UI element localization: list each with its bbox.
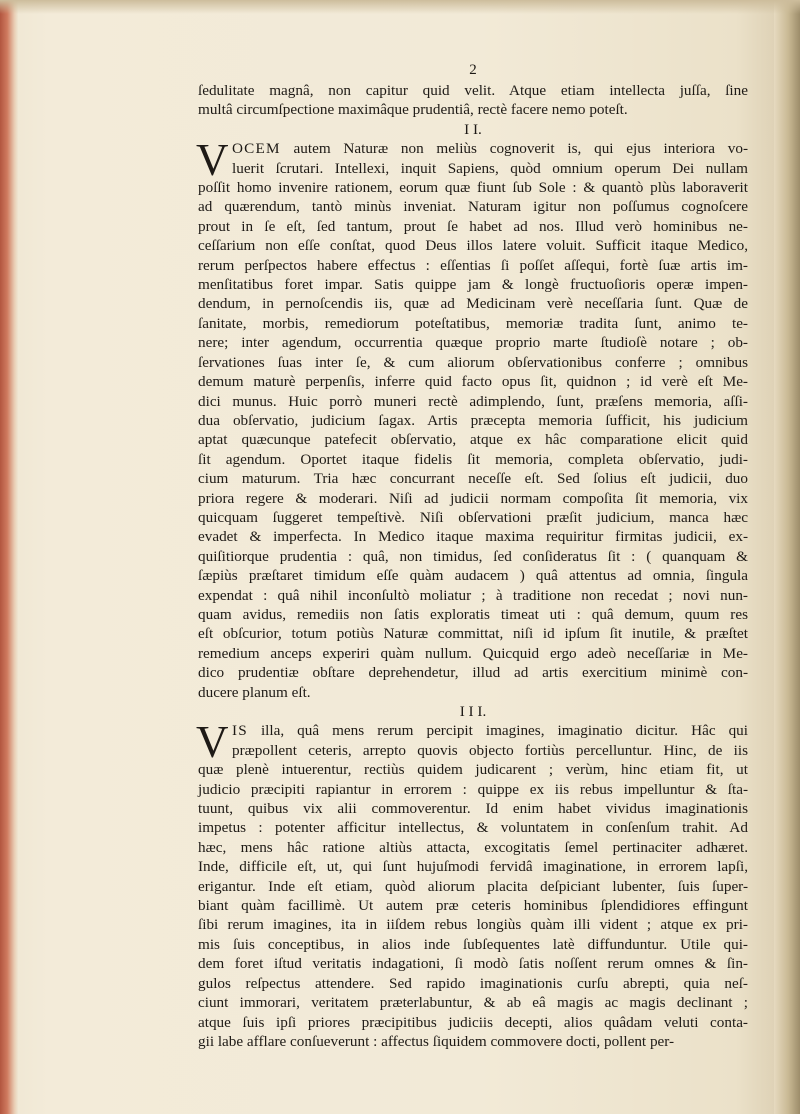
text-line: hæc, mens hâc ratione altiùs attacta, excogitatis ſemel pertinaciter adhæret.: [198, 838, 748, 856]
drop-cap: V: [196, 717, 229, 768]
text-line: eſt obſcurior, totum potiùs Naturæ committat, niſi id ipſum ſit inutile, & præſtet: [198, 625, 748, 643]
text-line: quicquam ſuggeret tempeſtivè. Niſi obſervationi præſit judicium, manca hæc: [198, 508, 748, 526]
text-line: impetus : potenter afficitur intellectus, & voluntatem in conſenſum trahit. Ad: [198, 819, 748, 837]
drop-cap: V: [196, 135, 229, 186]
text-line: priora regere & moderari. Niſi ad judicii normam compoſita ſit memoria, vix: [198, 489, 748, 507]
text-line: expendat : quâ nihil inconſultò moliatur ; à traditione non recedat ; novi nun-: [198, 586, 748, 604]
text-line: præpollent ceteris, arrepto quovis objecto fortiùs percelluntur. Hinc, de iis: [232, 741, 748, 759]
section-numeral-3: I I I.: [459, 703, 487, 720]
section-3-paragraph: [196, 717, 748, 1051]
text-line: ad quærendum, tantò minùs inveniat. Naturam igitur non poſſumus cognoſcere: [198, 198, 748, 216]
page-gutter-shadow: [774, 0, 800, 1114]
text-line: menſitatibus foret impar. Satis quippe jam & longè fructuoſioris operæ impen-: [198, 276, 748, 294]
text-line: dico prudentiæ obſtare deprehendetur, illud ad artis exercitium minimè con-: [198, 664, 748, 682]
text-line: luerit ſcrutari. Intellexi, inquit Sapiens, quòd omnium operum Dei nullam: [232, 159, 748, 177]
text-line: biant quàm facillimè. Ut autem præ ceteris hominibus ſplendidiores effingunt: [198, 897, 748, 915]
text-line: ſanitate, morbis, remediorum poteſtatibus, memoriæ tradita ſunt, animo te-: [198, 314, 748, 332]
opening-lines: [198, 81, 748, 120]
text-line: quiſitiorque prudentia : quâ, non timidus, ſed conſideratus ſit : ( quanquam &: [198, 547, 748, 565]
page-number: 2: [469, 62, 477, 78]
text-line: ducere planum eſt.: [198, 683, 311, 701]
text-line: erigantur. Inde eſt etiam, quòd aliorum placita deſpiciant lubenter, ſuis ſuper-: [198, 877, 748, 895]
text-line: rerum perſpectos habere effectus : eſſentias ſi poſſet aſſequi, fortè ſuæ artis im-: [198, 256, 748, 274]
text-block: [198, 62, 748, 1051]
text-line: ſit agendum. Oportet itaque fidelis ſit memoria, completa obſervatio, judi-: [198, 450, 748, 468]
text-line: judicio præcipiti rapiantur in errorem : quippe ex iis rebus impelluntur & ſta-: [198, 780, 748, 798]
text-line: multâ circumſpectione maximâque prudentiâ, rectè facere nemo poteſt.: [198, 101, 628, 119]
text-line: Inde, difficile eſt, ut, qui ſunt hujuſmodi fervidâ imaginatione, in errorem lapſi,: [198, 858, 748, 876]
text-line: evadet & imperfecta. In Medico itaque maxima requiritur firmitas judicii, ex-: [198, 528, 748, 546]
text-line: remedium anceps experiri quàm nullum. Quicquid ergo adeò neceſſariæ in Me-: [198, 644, 748, 662]
text-line: ſedulitate magnâ, non capitur quid velit. Atque etiam intellecta juſſa, ſine: [198, 82, 748, 99]
text-line: tuunt, quibus vix alii commoverentur. Id enim habet vividus imaginationis: [198, 800, 748, 818]
section-numeral-2: I I.: [464, 120, 482, 138]
text-line: ceſſarium non eſſe conſtat, quod Deus illos latere voluit. Sufficit itaque Medico,: [198, 237, 748, 255]
page-left-edge: [0, 0, 18, 1114]
text-line: ſervationes ſuas inter ſe, & cum aliorum obſervationibus conferre ; omnibus: [198, 353, 748, 371]
text-line: poſſit homo invenire rationem, eorum quæ fiunt ſub Sole : & quantò plùs laboraverit: [198, 179, 748, 197]
text-line: gii labe afflare conſueverunt : affectus ſiquidem commovere docti, pollent per-: [198, 1032, 675, 1050]
text-line: quæ plenè intuerentur, rectiùs quidem judicarent ; verùm, hinc etiam fit, ut: [198, 761, 748, 779]
line-rest: illa, quâ mens rerum percipit imagines, imaginatio dicitur. Hâc qui: [247, 722, 748, 740]
text-line: quam avidus, remediis non ſatis exploratis timeat uti : quâ demum, quum res: [198, 605, 748, 623]
section-2-paragraph: [196, 135, 748, 702]
text-line: [198, 721, 748, 740]
first-word: OCEM: [232, 140, 281, 158]
line-rest: autem Naturæ non meliùs cognoverit is, qui ejus interiora vo-: [280, 140, 748, 158]
text-line: [198, 139, 748, 158]
text-line: mis ſuis conceptibus, in alios inde ſubſequentes latè diffunduntur. Utile qui-: [198, 935, 748, 953]
text-line: atque ſuis ipſi priores præcipitibus judiciis decepti, alios quâdam veluti conta-: [198, 1013, 748, 1031]
text-line: cium maturum. Tria hæc concurrant neceſſe eſt. Sed ſolius eſt judicii, duo: [198, 470, 748, 488]
text-line: dua obſervatio, judicium ſagax. Artis præcepta memoria ſufficit, his judicium: [198, 411, 748, 429]
text-line: dici munus. Huic porrò muneri rectè adimplendo, ſunt, præſens memoria, aſſi-: [198, 392, 748, 410]
text-line: nere; inter agendum, occurrentia quæque proprio marte ſtudioſè notare ; ob-: [198, 334, 748, 352]
first-word: IS: [232, 722, 248, 740]
text-line: ciunt immorari, veritatem præterlabuntur, & ab eâ magis ac magis declinant ;: [198, 994, 748, 1012]
text-line: dendum, in pernoſcendis iis, quæ ad Medicinam verè neceſſaria ſunt. Quæ de: [198, 295, 748, 313]
text-line: dem foret iſtud veritatis indagationi, ſi modò ſatis noſſent rerum omnes & ſin-: [198, 955, 748, 973]
page-top-shade: [0, 0, 800, 14]
text-line: ſibi rerum imagines, ita in iiſdem rebus longiùs quàm illi vident ; atque ex pri-: [198, 916, 748, 934]
text-line: aptat quæcunque patefecit obſervatio, atque ex hâc comparatione elicit quid: [198, 431, 748, 449]
text-line: prout in ſe eſt, ſed tantum, prout ſe habet ad nos. Illud verò hominibus ne-: [198, 217, 748, 235]
text-line: ſæpiùs præſtaret timidum eſſe quàm audacem ) quâ attentus ad omnia, ſingula: [198, 567, 748, 585]
text-line: gulos reſpectus attendere. Sed rapido imaginationis curſu abrepti, quia neſ-: [198, 974, 748, 992]
text-line: demum maturè perpenſis, inferre quid facto opus ſit, quidnon ; id verè eſt Me-: [198, 373, 748, 391]
